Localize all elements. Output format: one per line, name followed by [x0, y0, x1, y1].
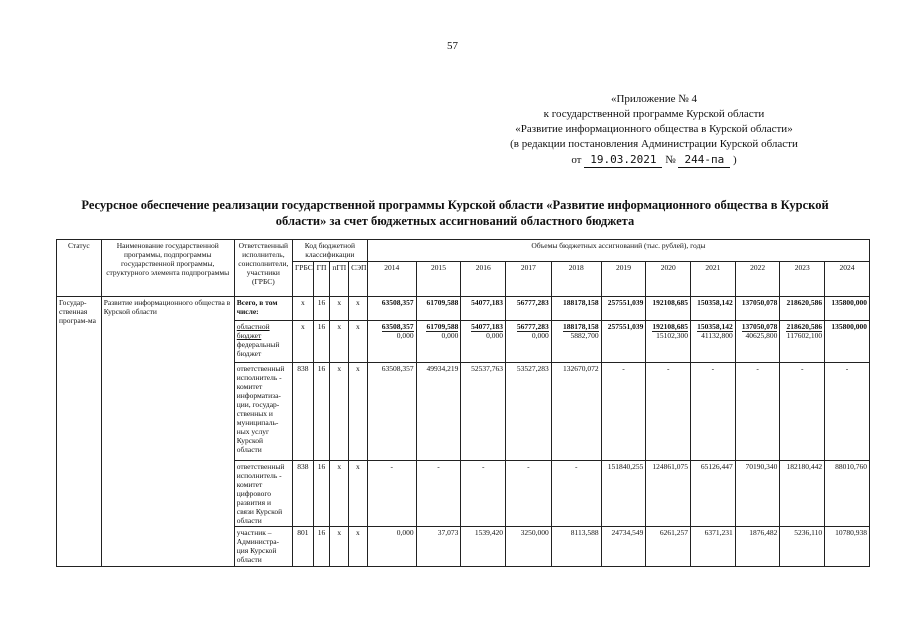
value-secondary: 15102,300 [656, 331, 689, 340]
code-cell: x [349, 527, 368, 567]
executor-cell [234, 297, 292, 321]
header-year-2014: 2014 [367, 262, 416, 297]
header-status: Статус [57, 240, 102, 297]
code-cell: 801 [292, 527, 313, 567]
value-cell-2018 [551, 461, 601, 527]
executor-label-secondary: федеральный бюджет [236, 340, 280, 358]
value: 5236,110 [794, 528, 823, 537]
value: 53527,283 [516, 364, 549, 373]
value-cell-2022 [735, 321, 780, 363]
value-cell-2016 [461, 363, 506, 461]
value: - [711, 364, 715, 373]
value-cell-2022 [735, 527, 780, 567]
value-secondary: 41132,800 [701, 331, 733, 340]
value: 188178,158 [563, 322, 599, 331]
value: 150358,142 [697, 298, 733, 307]
handwritten-date: 19.03.2021 [584, 152, 662, 168]
code-cell: 838 [292, 461, 313, 527]
status-cell: Государ-ственная програм-ма [57, 297, 102, 567]
code-cell: 16 [313, 527, 330, 567]
value-cell-2018 [551, 321, 601, 363]
value-cell-2023 [780, 321, 825, 363]
code-cell: 16 [313, 321, 330, 363]
code-cell: 16 [313, 461, 330, 527]
header-year-2024: 2024 [825, 262, 870, 297]
value-secondary: 40625,800 [745, 331, 778, 340]
document-title: Ресурсное обеспечение реализации государственной программы Курской области «Развитие информационного общества в Курской области» за счет бюджетных ассигнований областного бюджета [81, 198, 829, 228]
value-cell-2015 [416, 297, 461, 321]
value-cell-2014 [367, 527, 416, 567]
code-cell: x [349, 297, 368, 321]
value-cell-2017 [506, 297, 552, 321]
value: - [845, 364, 849, 373]
header-code-1: ГП [313, 262, 330, 297]
value-cell-2017 [506, 461, 552, 527]
value: 3250,000 [520, 528, 549, 537]
value: 65126,447 [700, 462, 733, 471]
value-secondary: 0,000 [486, 331, 504, 340]
header-year-2018: 2018 [551, 262, 601, 297]
executor-label: областной бюджет [236, 322, 270, 340]
value-cell-2020 [646, 321, 691, 363]
date-prefix: от [571, 154, 582, 166]
annex-line-1: «Приложение № 4 [610, 93, 698, 105]
value: 192108,685 [652, 298, 689, 307]
value: 135800,000 [831, 322, 867, 331]
value-cell-2021 [691, 297, 736, 321]
code-cell: x [330, 297, 349, 321]
value: 218620,586 [786, 322, 823, 331]
value-cell-2017 [506, 363, 552, 461]
value: 124861,075 [652, 462, 689, 471]
value-cell-2023 [780, 363, 825, 461]
header-code-2: пГП [330, 262, 349, 297]
value-cell-2016 [461, 461, 506, 527]
value-cell-2024 [825, 297, 870, 321]
value: 192108,685 [652, 322, 689, 331]
value: 135800,000 [831, 298, 867, 307]
value-cell-2018 [551, 527, 601, 567]
value-cell-2020 [646, 461, 691, 527]
code-cell: x [349, 461, 368, 527]
value-cell-2021 [691, 527, 736, 567]
value: 61709,588 [426, 298, 459, 307]
value-cell-2024 [825, 461, 870, 527]
value: - [481, 462, 485, 471]
page-number: 57 [447, 40, 458, 52]
annex-date-line [478, 152, 830, 168]
value-cell-2023 [780, 461, 825, 527]
value-cell-2022 [735, 461, 780, 527]
value-cell-2021 [691, 363, 736, 461]
value: 10780,938 [835, 528, 867, 537]
date-line-close: ) [732, 154, 737, 166]
header-year-2023: 2023 [780, 262, 825, 297]
header-year-2021: 2021 [691, 262, 736, 297]
value: 6371,231 [704, 528, 733, 537]
value: 24734,549 [611, 528, 644, 537]
value: - [437, 462, 440, 471]
value-cell-2022 [735, 297, 780, 321]
annex-line-2: к государственной программе Курской области [543, 108, 765, 120]
code-cell: 16 [313, 363, 330, 461]
value: 188178,158 [563, 298, 599, 307]
header-year-2020: 2020 [646, 262, 691, 297]
value-cell-2024 [825, 527, 870, 567]
value: 6261,257 [659, 528, 689, 537]
value: 182180,442 [786, 462, 823, 471]
executor-label: ответственный исполнитель - комитет цифрового развития и связи Курской области [236, 462, 285, 525]
header-executor: Ответственный исполнитель, соисполнители, участники (ГРБС) [234, 240, 292, 297]
header-year-2015: 2015 [416, 262, 461, 297]
annex-line-4: (в редакции постановления Администрации Курской области [510, 138, 798, 150]
value: - [622, 364, 625, 373]
value-cell-2023 [780, 297, 825, 321]
value: 37,073 [437, 528, 459, 537]
value: 70190,340 [745, 462, 778, 471]
annex-header [478, 92, 830, 168]
value: - [666, 364, 670, 373]
value: 0,000 [396, 528, 414, 537]
value: - [756, 364, 759, 373]
value: 137050,078 [741, 322, 778, 331]
value-cell-2016 [461, 297, 506, 321]
header-year-2022: 2022 [735, 262, 780, 297]
value-cell-2017 [506, 527, 552, 567]
value: 151840,255 [607, 462, 644, 471]
value: 218620,586 [786, 298, 823, 307]
executor-cell [234, 527, 292, 567]
value-secondary: 0,000 [396, 331, 414, 340]
value-cell-2020 [646, 363, 691, 461]
header-year-2016: 2016 [461, 262, 506, 297]
value: 52537,763 [471, 364, 504, 373]
value: 63508,357 [381, 322, 414, 331]
value: - [527, 462, 530, 471]
value: 63508,357 [381, 298, 414, 307]
value-cell-2023 [780, 527, 825, 567]
value-cell-2019 [601, 461, 646, 527]
executor-label: участник – Администра-ция Курской области [236, 528, 280, 564]
value: 1876,482 [749, 528, 778, 537]
header-year-2019: 2019 [601, 262, 646, 297]
code-cell: x [349, 363, 368, 461]
value-cell-2020 [646, 297, 691, 321]
value: 56777,283 [516, 298, 549, 307]
value: 150358,142 [697, 322, 733, 331]
value-secondary: 0,000 [531, 331, 549, 340]
value-cell-2019 [601, 527, 646, 567]
code-cell: 838 [292, 363, 313, 461]
value-cell-2019 [601, 363, 646, 461]
value-cell-2014 [367, 363, 416, 461]
value-cell-2014 [367, 461, 416, 527]
code-cell: x [330, 527, 349, 567]
value-cell-2016 [461, 527, 506, 567]
budget-table [56, 239, 870, 567]
value-secondary: 117602,100 [786, 331, 823, 340]
code-cell: x [292, 321, 313, 363]
table-row [57, 297, 870, 321]
value: 8113,588 [570, 528, 599, 537]
value-cell-2024 [825, 321, 870, 363]
program-name-cell: Развитие информационного общества в Курской области [101, 297, 234, 567]
value-cell-2019 [601, 297, 646, 321]
value-cell-2017 [506, 321, 552, 363]
value: 54077,183 [471, 322, 504, 331]
code-cell: 16 [313, 297, 330, 321]
handwritten-number: 244-па [678, 152, 730, 168]
value: 257551,039 [607, 298, 644, 307]
executor-cell [234, 363, 292, 461]
executor-cell [234, 321, 292, 363]
executor-label: ответственный исполнитель - комитет информатиза-ции, государ-ственных и муниципаль-ных услуг Курской области [236, 364, 285, 454]
value: 49934,219 [426, 364, 459, 373]
code-cell: x [330, 321, 349, 363]
value-cell-2018 [551, 363, 601, 461]
value-cell-2014 [367, 297, 416, 321]
value: - [390, 462, 393, 471]
value-cell-2014 [367, 321, 416, 363]
header-code-0: ГРБС [292, 262, 313, 297]
value-cell-2016 [461, 321, 506, 363]
value: 1539,420 [474, 528, 504, 537]
value-cell-2021 [691, 461, 736, 527]
code-cell: x [349, 321, 368, 363]
header-volume-group: Объемы бюджетных ассигнований (тыс. рублей), годы [367, 240, 869, 262]
value: 132670,072 [563, 364, 599, 373]
value-cell-2018 [551, 297, 601, 321]
code-cell: x [292, 297, 313, 321]
value-cell-2015 [416, 461, 461, 527]
value-secondary: 0,000 [441, 331, 459, 340]
value-cell-2015 [416, 363, 461, 461]
value-cell-2021 [691, 321, 736, 363]
value: - [801, 364, 804, 373]
header-code-3: СЭП [349, 262, 368, 297]
executor-label: Всего, в том числе: [236, 298, 278, 316]
value: - [574, 462, 578, 471]
value-cell-2019 [601, 321, 646, 363]
value: 137050,078 [741, 298, 778, 307]
value-cell-2015 [416, 321, 461, 363]
value-cell-2024 [825, 363, 870, 461]
value-cell-2015 [416, 527, 461, 567]
value: 54077,183 [471, 298, 504, 307]
value: 61709,588 [426, 322, 459, 331]
value-cell-2022 [735, 363, 780, 461]
executor-cell [234, 461, 292, 527]
header-code-group: Код бюджетной классификации [292, 240, 367, 262]
code-cell: x [330, 363, 349, 461]
number-prefix: № [665, 154, 676, 166]
header-year-2017: 2017 [506, 262, 552, 297]
code-cell: x [330, 461, 349, 527]
value: 56777,283 [516, 322, 549, 331]
annex-line-3: «Развитие информационного общества в Курской области» [515, 123, 793, 135]
value: 63508,357 [381, 364, 414, 373]
value-cell-2020 [646, 527, 691, 567]
value: 257551,039 [607, 322, 644, 331]
header-name: Наименование государственной программы, подпрограммы государственной программы, структурного элемента подпрограммы [101, 240, 234, 297]
value: 88010,760 [835, 462, 867, 471]
value-secondary: 5882,700 [570, 331, 599, 340]
